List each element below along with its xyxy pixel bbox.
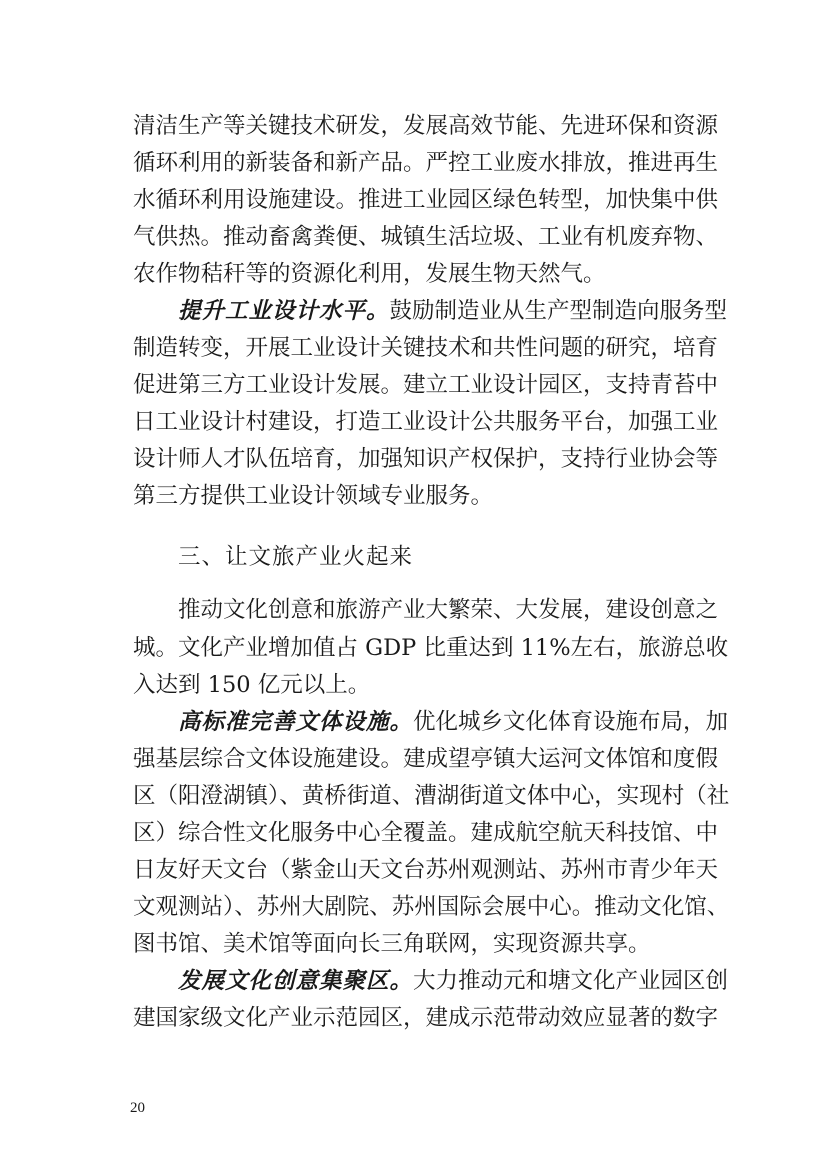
paragraph-line: 日友好天文台（紫金山天文台苏州观测站、苏州市青少年天 bbox=[133, 857, 719, 883]
paragraph-line: 强基层综合文体设施建设。建成望亭镇大运河文体馆和度假 bbox=[133, 746, 719, 772]
page-number: 20 bbox=[130, 1100, 145, 1116]
paragraph-line: 循环利用的新装备和新产品。严控工业废水排放，推进再生 bbox=[133, 150, 719, 176]
paragraph-line: 文观测站）、苏州大剧院、苏州国际会展中心。推动文化馆、 bbox=[133, 894, 730, 920]
paragraph-line: 水循环利用设施建设。推进工业园区绿色转型，加快集中供 bbox=[133, 187, 719, 213]
paragraph-text: 优化城乡文化体育设施布局，加 bbox=[413, 709, 729, 735]
paragraph-line: 制造转变，开展工业设计关键技术和共性问题的研究，培育 bbox=[133, 335, 719, 361]
paragraph-line: 建国家级文化产业示范园区，建成示范带动效应显著的数字 bbox=[133, 1005, 719, 1031]
paragraph-first-line bbox=[178, 293, 728, 329]
paragraph-lead: 发展文化创意集聚区。 bbox=[178, 968, 414, 994]
paragraph-line: 城。文化产业增加值占 GDP 比重达到 11%左右，旅游总收 bbox=[133, 635, 729, 661]
paragraph-first-line bbox=[178, 704, 729, 740]
paragraph-line: 气供热。推动畜禽粪便、城镇生活垃圾、工业有机废弃物、 bbox=[133, 224, 719, 250]
paragraph-line: 区）综合性文化服务中心全覆盖。建成航空航天科技馆、中 bbox=[133, 820, 719, 846]
paragraph-line: 日工业设计村建设，打造工业设计公共服务平台，加强工业 bbox=[133, 409, 719, 435]
paragraph-line: 图书馆、美术馆等面向长三角联网，实现资源共享。 bbox=[133, 931, 651, 957]
paragraph-first-line: 推动文化创意和旅游产业大繁荣、大发展，建设创意之 bbox=[178, 597, 719, 623]
paragraph-line: 设计师人才队伍培育，加强知识产权保护，支持行业协会等 bbox=[133, 446, 719, 472]
paragraph-first-line bbox=[178, 963, 729, 999]
paragraph-line: 清洁生产等关键技术研发，发展高效节能、先进环保和资源 bbox=[133, 113, 719, 139]
paragraph-line: 区（阳澄湖镇）、黄桥街道、漕湖街道文体中心，实现村（社 bbox=[133, 783, 730, 809]
paragraph-lead: 高标准完善文体设施。 bbox=[178, 709, 414, 735]
paragraph-text: 大力推动元和塘文化产业园区创 bbox=[413, 968, 729, 994]
paragraph-lead: 提升工业设计水平。 bbox=[178, 298, 390, 324]
paragraph-text: 鼓励制造业从生产型制造向服务型 bbox=[389, 298, 728, 324]
paragraph-line: 入达到 150 亿元以上。 bbox=[133, 672, 371, 698]
paragraph-line: 农作物秸秆等的资源化利用，发展生物天然气。 bbox=[133, 261, 606, 287]
section-heading: 三、让文旅产业火起来 bbox=[178, 544, 414, 570]
paragraph-line: 第三方提供工业设计领域专业服务。 bbox=[133, 483, 494, 509]
paragraph-line: 促进第三方工业设计发展。建立工业设计园区，支持青苔中 bbox=[133, 372, 719, 398]
